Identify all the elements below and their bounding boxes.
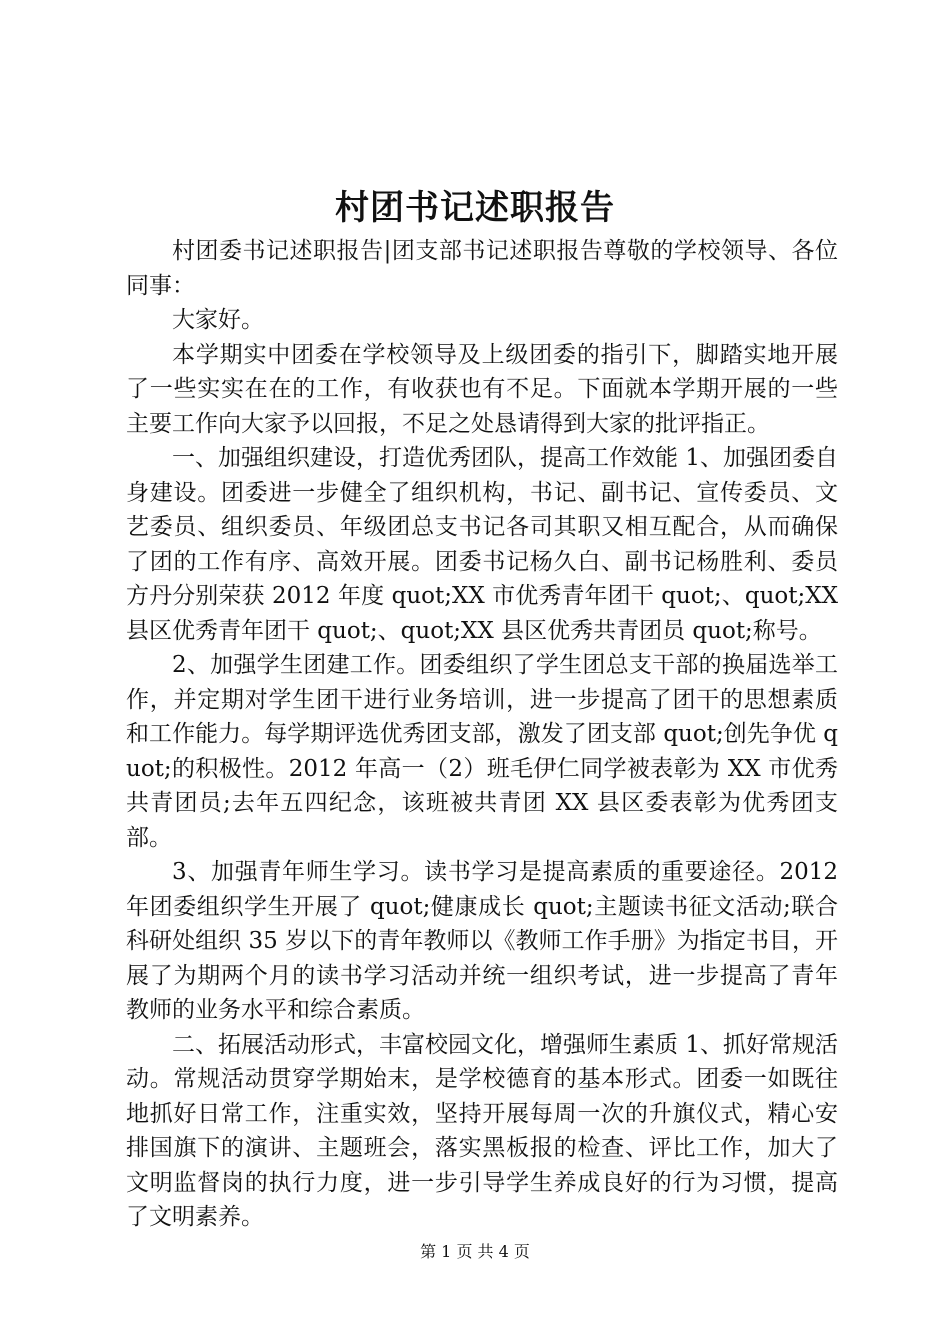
paragraph-item-3: 3、加强青年师生学习。读书学习是提高素质的重要途径。2012 年团委组织学生开展了 quot;健康成长 quot;主题读书征文活动;联合科研处组织 35 岁以下的青年教师以《教师工作手册》为指定书目，开展了为期两个月的读书学习活动并统一组织考试，进一步提高了青年教师的业务水平和综合素质。 <box>126 859 838 1023</box>
paragraph-greeting: 村团委书记述职报告|团支部书记述职报告尊敬的学校领导、各位同事： <box>126 238 838 299</box>
document-title: 村团书记述职报告 <box>335 188 615 228</box>
paragraph-item-2: 2、加强学生团建工作。团委组织了学生团总支干部的换届选举工作，并定期对学生团干进行业务培训，进一步提高了团干的思想素质和工作能力。每学期评选优秀团支部，激发了团支部 quot;创先争优 quot;的积极性。2012 年高一（2）班毛伊仁同学被表彰为 XX 市优秀共青团员;去年五四纪念，该班被共青团 XX 县区委表彰为优秀团支部。 <box>126 652 838 851</box>
paragraph-hello: 大家好。 <box>172 307 264 333</box>
paragraph-intro: 本学期实中团委在学校领导及上级团委的指引下，脚踏实地开展了一些实实在在的工作，有收获也有不足。下面就本学期开展的一些主要工作向大家予以回报，不足之处恳请得到大家的批评指正。 <box>126 341 838 437</box>
document-body <box>126 234 838 1235</box>
paragraph-section-2: 二、拓展活动形式，丰富校园文化，增强师生素质 1、抓好常规活动。常规活动贯穿学期始末，是学校德育的基本形式。团委一如既往地抓好日常工作，注重实效，坚持开展每周一次的升旗仪式，精心安排国旗下的演讲、主题班会，落实黑板报的检查、评比工作，加大了文明监督岗的执行力度，进一步引导学生养成良好的行为习惯，提高了文明素养。 <box>126 1031 838 1230</box>
paragraph-section-1: 一、加强组织建设，打造优秀团队，提高工作效能 1、加强团委自身建设。团委进一步健全了组织机构，书记、副书记、宣传委员、文艺委员、组织委员、年级团总支书记各司其职又相互配合，从而确保了团的工作有序、高效开展。团委书记杨久白、副书记杨胜利、委员方丹分别荣获 2012 年度 quot;XX 市优秀青年团干 quot;、quot;XX 县区优秀青年团干 quot;、quot;XX 县区优秀共青团员 quot;称号。 <box>126 445 838 644</box>
page-footer: 第 1 页 共 4 页 <box>420 1242 530 1261</box>
